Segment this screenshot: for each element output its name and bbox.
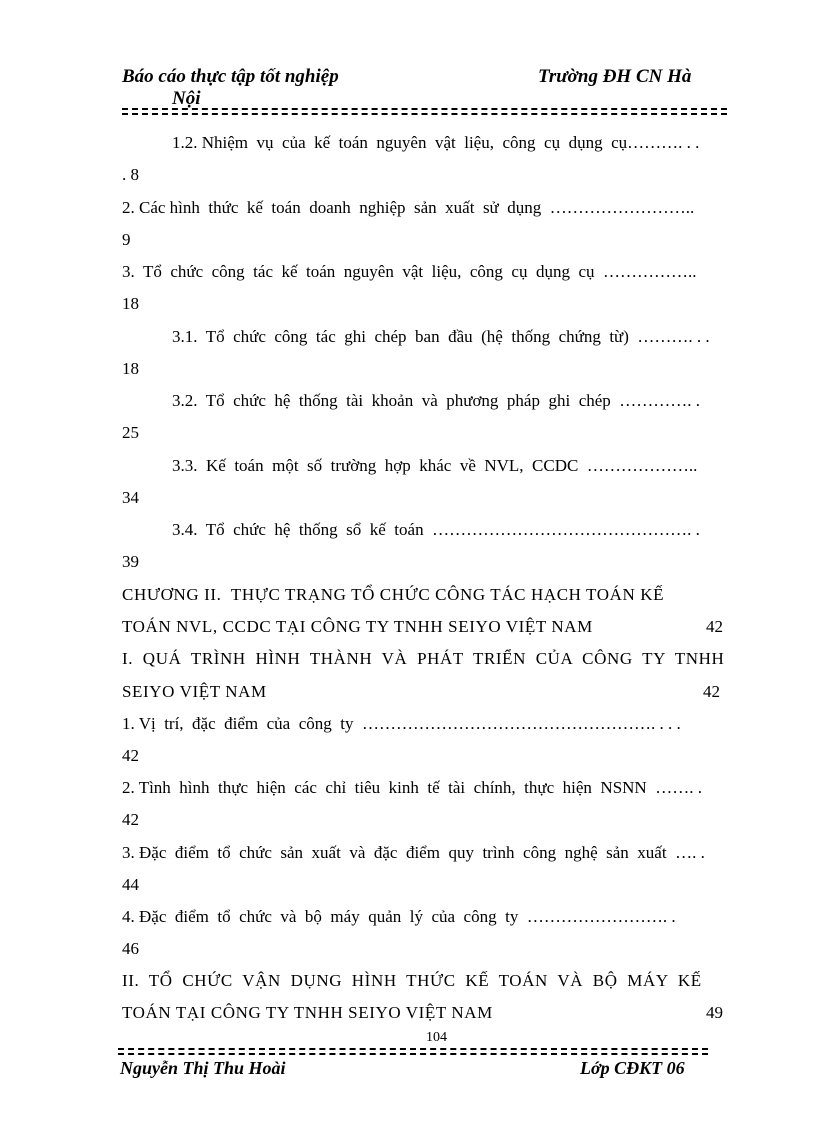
header-school: Trường ĐH CN Hà <box>538 66 692 87</box>
toc2-entry-3-page: 44 <box>122 875 139 894</box>
toc2-entry-3: 3. Đặc điểm tổ chức sản xuất và đặc điểm quy trình công nghệ sản xuất …. . <box>122 843 705 862</box>
toc-entry-3: 3. Tổ chức công tác kế toán nguyên vật liệu, công cụ dụng cụ …………….. <box>122 262 697 281</box>
header-title-cont: Nội <box>172 88 201 109</box>
chapter-2-heading-cont: TOÁN NVL, CCDC TẠI CÔNG TY TNHH SEIYO VIỆT NAM <box>122 617 593 636</box>
toc2-entry-2: 2. Tình hình thực hiện các chỉ tiêu kinh tế tài chính, thực hiện NSNN ……. . <box>122 778 702 797</box>
header-rule-2 <box>122 113 727 115</box>
page-number: 104 <box>426 1030 447 1045</box>
section-1-heading-cont: SEIYO VIỆT NAM <box>122 682 267 701</box>
chapter-2-page: 42 <box>706 617 723 636</box>
toc-entry-3-3-page: 34 <box>122 488 139 507</box>
toc-entry-3-4-page: 39 <box>122 552 139 571</box>
footer-class: Lớp CĐKT 06 <box>580 1058 685 1078</box>
toc-entry-3-page: 18 <box>122 294 139 313</box>
toc-entry-2-page: 9 <box>122 230 131 249</box>
section-2-page: 49 <box>706 1003 723 1022</box>
toc2-entry-2-page: 42 <box>122 810 139 829</box>
toc-entry-3-3: 3.3. Kế toán một số trường hợp khác về NVL, CCDC ……………….. <box>172 456 698 475</box>
toc-entry-3-2: 3.2. Tổ chức hệ thống tài khoản và phương pháp ghi chép …………. . <box>172 391 701 410</box>
toc-entry-3-1-page: 18 <box>122 359 139 378</box>
toc-entry-1-2: 1.2. Nhiệm vụ của kế toán nguyên vật liệu, công cụ dụng cụ………. . . <box>172 133 700 152</box>
footer-author: Nguyễn Thị Thu Hoài <box>120 1058 286 1078</box>
toc-entry-1-2-page: . 8 <box>122 165 139 184</box>
toc2-entry-4-page: 46 <box>122 939 139 958</box>
section-1-page: 42 <box>703 682 720 701</box>
toc2-entry-4: 4. Đặc điểm tổ chức và bộ máy quản lý của công ty ……………………. . <box>122 907 676 926</box>
toc-entry-2: 2. Các hình thức kế toán doanh nghiệp sản xuất sử dụng …………………….. <box>122 198 695 217</box>
toc-entry-3-2-page: 25 <box>122 423 139 442</box>
toc2-entry-1: 1. Vị trí, đặc điểm của công ty ……………………………………………. . . . <box>122 714 681 733</box>
footer-rule <box>118 1048 708 1050</box>
section-2-heading-cont: TOÁN TẠI CÔNG TY TNHH SEIYO VIỆT NAM <box>122 1003 493 1022</box>
toc2-entry-1-page: 42 <box>122 746 139 765</box>
footer-rule-2 <box>118 1053 708 1055</box>
section-1-heading: I. QUÁ TRÌNH HÌNH THÀNH VÀ PHÁT TRIỂN CỦA CÔNG TY TNHH <box>122 649 725 668</box>
chapter-2-heading: CHƯƠNG II. THỰC TRẠNG TỔ CHỨC CÔNG TÁC HẠCH TOÁN KẾ <box>122 585 665 604</box>
toc-entry-3-1: 3.1. Tổ chức công tác ghi chép ban đầu (hệ thống chứng từ) ………. . . <box>172 327 710 346</box>
section-2-heading: II. TỔ CHỨC VẬN DỤNG HÌNH THỨC KẾ TOÁN VÀ BỘ MÁY KẾ <box>122 971 702 990</box>
header-rule <box>122 108 727 110</box>
header-title: Báo cáo thực tập tốt nghiệp <box>122 66 339 87</box>
toc-entry-3-4: 3.4. Tổ chức hệ thống sổ kế toán ………………………………………. . <box>172 520 700 539</box>
